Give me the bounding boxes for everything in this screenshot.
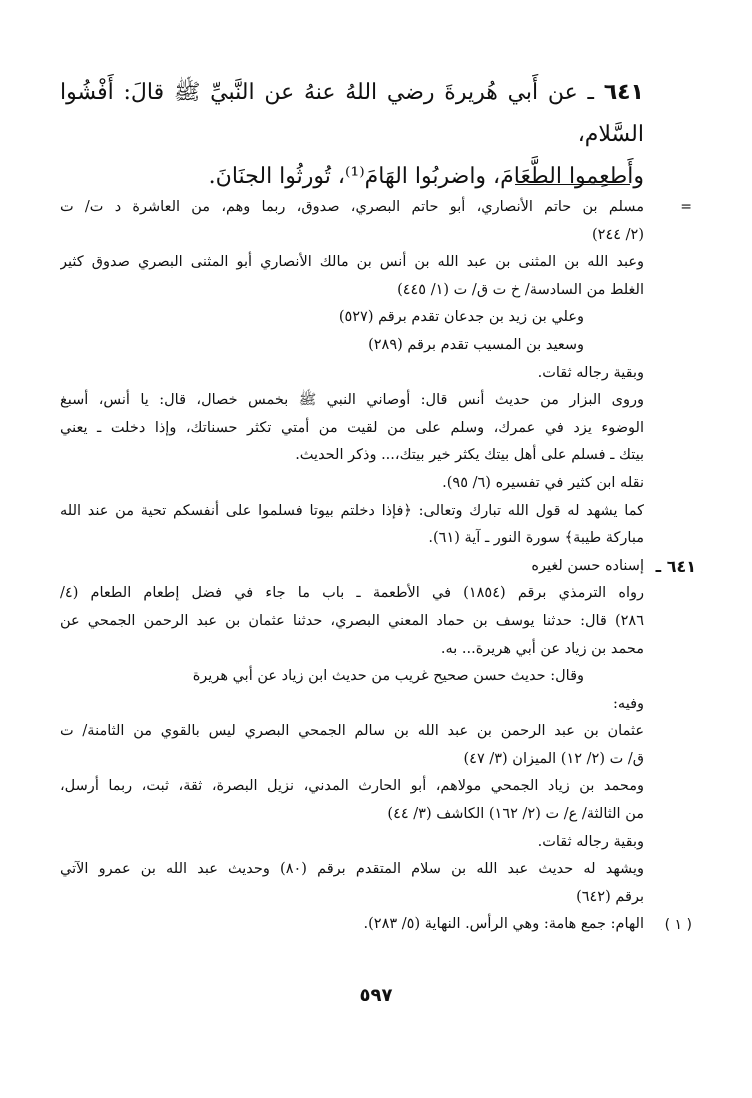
note-line: الغلط من السادسة/ خ ت ق/ ت (١/ ٤٤٥) [397, 281, 644, 298]
note-line: وفيه: [613, 695, 644, 712]
hadith-number: ٦٤١ [603, 80, 644, 105]
note-line: كما يشهد له قول الله تبارك وتعالى: ﴿فإذا دخلتم بيوتا فسلموا على أنفسكم تحية من عند الله [60, 502, 644, 519]
note-line: رواه الترمذي برقم (١٨٥٤) في الأطعمة ـ باب ما جاء في فضل إطعام الطعام (٤/ [60, 585, 644, 602]
note-line: برقم (٦٤٢) [576, 888, 644, 905]
hadith-dash: ـ [577, 80, 604, 105]
hadith-text-line-1: عن أَبي هُريرةَ رضي اللهُ عنهُ عن النَّبيِّ ﷺ قالَ: أَفْشُوا السَّلام، [60, 80, 644, 147]
note-line: وروى البزار من حديث أنس قال: أوصاني النبي ﷺ بخمس خصال، قال: يا أنس، أسبغ [60, 392, 644, 409]
note-line: وعبد الله بن المثنى بن عبد الله بن أنس بن مالك الأنصاري أبو المثنى البصري صدوق كثير [60, 254, 644, 271]
hadith-text [60, 72, 644, 198]
note-line: ق/ ت (٢/ ١٢) الميزان (٣/ ٤٧) [463, 750, 644, 767]
note-line: مباركة طيبة﴾ سورة النور ـ آية (٦١). [428, 530, 644, 547]
note-line: محمد بن زياد عن أبي هريرة... به. [440, 640, 644, 657]
note-line: وسعيد بن المسيب تقدم برقم (٢٨٩) [368, 336, 584, 353]
note-line: من الثالثة/ ع/ ت (٢/ ١٦٢) الكاشف (٣/ ٤٤) [387, 806, 644, 823]
hadith-line-1 [60, 72, 644, 156]
page-number: ٥٩٧ [359, 985, 393, 1006]
commentary-notes [60, 194, 696, 939]
note-line: وبقية رجاله ثقات. [537, 364, 644, 381]
note-line: (٢/ ٢٤٤) [591, 226, 644, 243]
footnote-marker: ( ١ ) [664, 916, 692, 933]
note-line: ويشهد له حديث عبد الله بن سلام المتقدم برقم (٨٠) وحديث عبد الله بن عمرو الآتي [60, 861, 644, 878]
footnote-line: الهام: جمع هامة: وهي الرأس. النهاية (٥/ ٢٨٣). [363, 916, 644, 933]
note-line: بيتك ـ فسلم على أهل بيتك يكثر خير بيتك،... وذكر الحديث. [295, 447, 644, 464]
note-line: إسناده حسن لغيره [531, 557, 644, 574]
note-line: الوضوء يزد في عمرك، وسلم على من لقيت من أمتي تكثر حسناتك، وإذا دخلت ـ يعني [60, 419, 644, 436]
note-line: نقله ابن كثير في تفسيره (٦/ ٩٥). [442, 474, 644, 491]
note-line: وعلي بن زيد بن جدعان تقدم برقم (٥٢٧) [338, 309, 584, 326]
hadith-text-line-2: وأَطعِموا الطَّعَامَ، واضربُوا الهَامَ⁽¹⁾، تُورثُوا الجنَانَ. [208, 164, 644, 189]
note-line: ٢٨٦) قال: حدثنا يوسف بن حماد المعني البصري، حدثنا عثمان بن عبد الرحمن الجمحي عن [60, 612, 644, 629]
note-line: مسلم بن حاتم الأنصاري، أبو حاتم البصري، صدوق، ربما وهم، من العاشرة د ت/ ت [60, 199, 644, 215]
note-line: عثمان بن عبد الرحمن بن عبد الله بن سالم الجمحي البصري ليس بالقوي من الثامنة/ ت [60, 723, 644, 740]
hadith-line-2 [60, 156, 644, 198]
note-line: ومحمد بن زياد الجمحي مولاهم، أبو الحارث المدني، نزيل البصرة، ثقة، ثبت، ربما أرسل، [60, 778, 644, 795]
continuation-marker: = [680, 199, 692, 215]
note-number-marker: ٦٤١ ـ [655, 556, 696, 576]
note-line: وبقية رجاله ثقات. [537, 833, 644, 850]
footnote-separator [515, 184, 630, 185]
note-line: وقال: حديث حسن صحيح غريب من حديث ابن زياد عن أبي هريرة [192, 668, 584, 685]
